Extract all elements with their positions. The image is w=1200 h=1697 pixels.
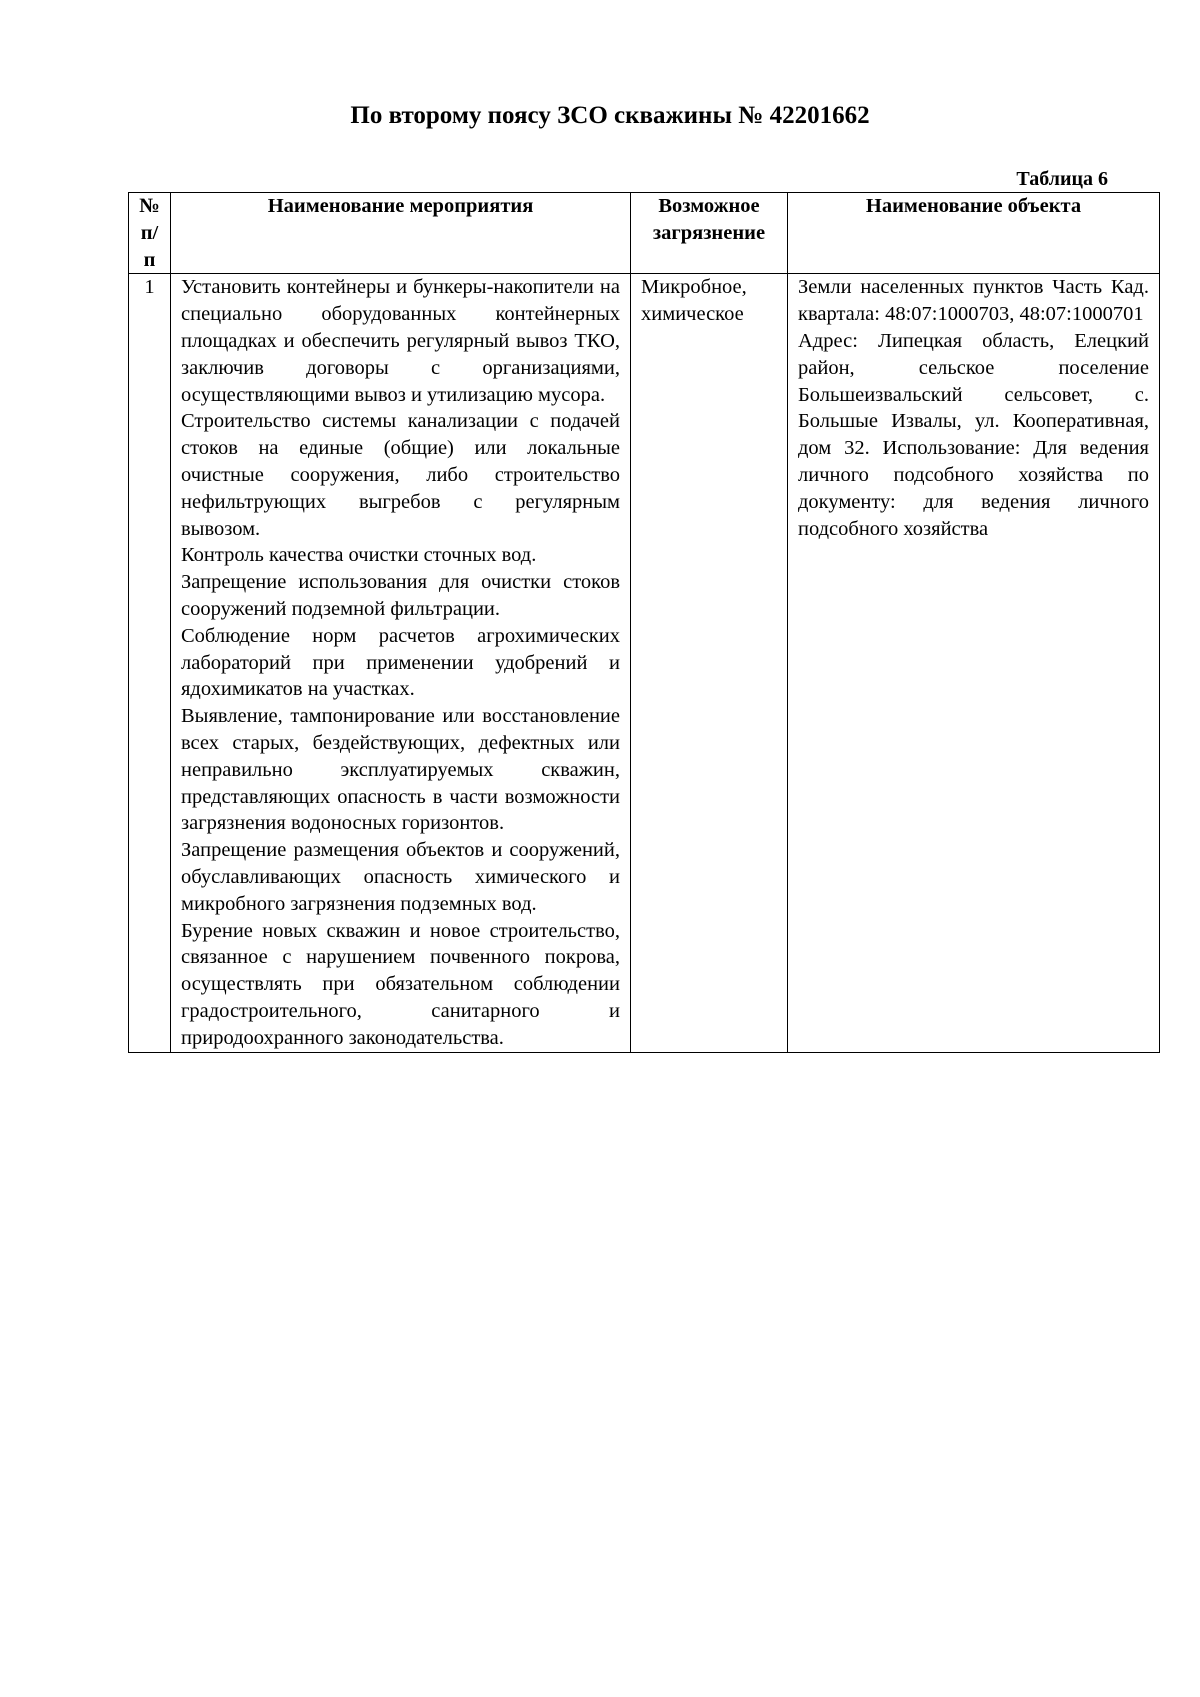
object-cadastral: Земли населенных пунктов Часть Кад. квартала: 48:07:1000703, 48:07:1000701 (798, 276, 1149, 326)
table-row (129, 274, 1160, 1052)
row-num: 1 (129, 274, 171, 1052)
measure-item: Запрещение использования для очистки стоков сооружений подземной фильтрации. (181, 571, 620, 620)
contamination-line: Микробное, (641, 276, 747, 299)
table-header-row (129, 193, 1160, 274)
contamination-cell (631, 274, 788, 1052)
measure-item: Запрещение размещения объектов и сооружений, обуславливающих опасность химического и микробного загрязнения подземных вод. (181, 839, 620, 915)
measure-item: Соблюдение норм расчетов агрохимических лабораторий при применении удобрений и ядохимикатов на участках. (181, 624, 620, 701)
page-title: По второму поясу ЗСО скважины № 42201662 (350, 102, 870, 129)
contamination-line: химическое (641, 303, 744, 326)
header-num: № п/п (129, 193, 171, 274)
header-measure: Наименование мероприятия (171, 193, 631, 274)
measures-cell (171, 274, 631, 1052)
header-object: Наименование объекта (788, 193, 1160, 274)
measure-item: Выявление, тампонирование или восстановление всех старых, бездействующих, дефектных или неправильно эксплуатируемых скважин, представляющих опасность в части возможности загрязнения водоносных горизонтов. (181, 705, 620, 835)
measures-table (128, 192, 1160, 1053)
measure-item: Установить контейнеры и бункеры-накопители на специально оборудованных контейнерных площадках и обеспечить регулярный вывоз ТКО, заключив договоры с организациями, осуществляющими вывоз и утилизацию мусора. (181, 276, 620, 406)
header-contamination: Возможное загрязнение (631, 193, 788, 274)
measure-item: Строительство системы канализации с подачей стоков на единые (общие) или локальные очистные сооружения, либо строительство нефильтрующих выгребов с регулярным вывозом. (181, 410, 620, 540)
object-address: Адрес: Липецкая область, Елецкий район, сельское поселение Большеизвальский сельсовет, с. Большые Извалы, ул. Кооперативная, дом 32. Использование: Для ведения личного подсобного хозяйства по документу: для ведения личного подсобного хозяйства (798, 329, 1149, 540)
measure-item: Бурение новых скважин и новое строительство, связанное с нарушением почвенного покрова, осуществлять при обязательном соблюдении градостроительного, санитарного и природоохранного законодательства. (181, 919, 620, 1049)
object-cell (788, 274, 1160, 1052)
table-caption: Таблица 6 (1016, 168, 1108, 190)
measure-item: Контроль качества очистки сточных вод. (181, 544, 537, 567)
